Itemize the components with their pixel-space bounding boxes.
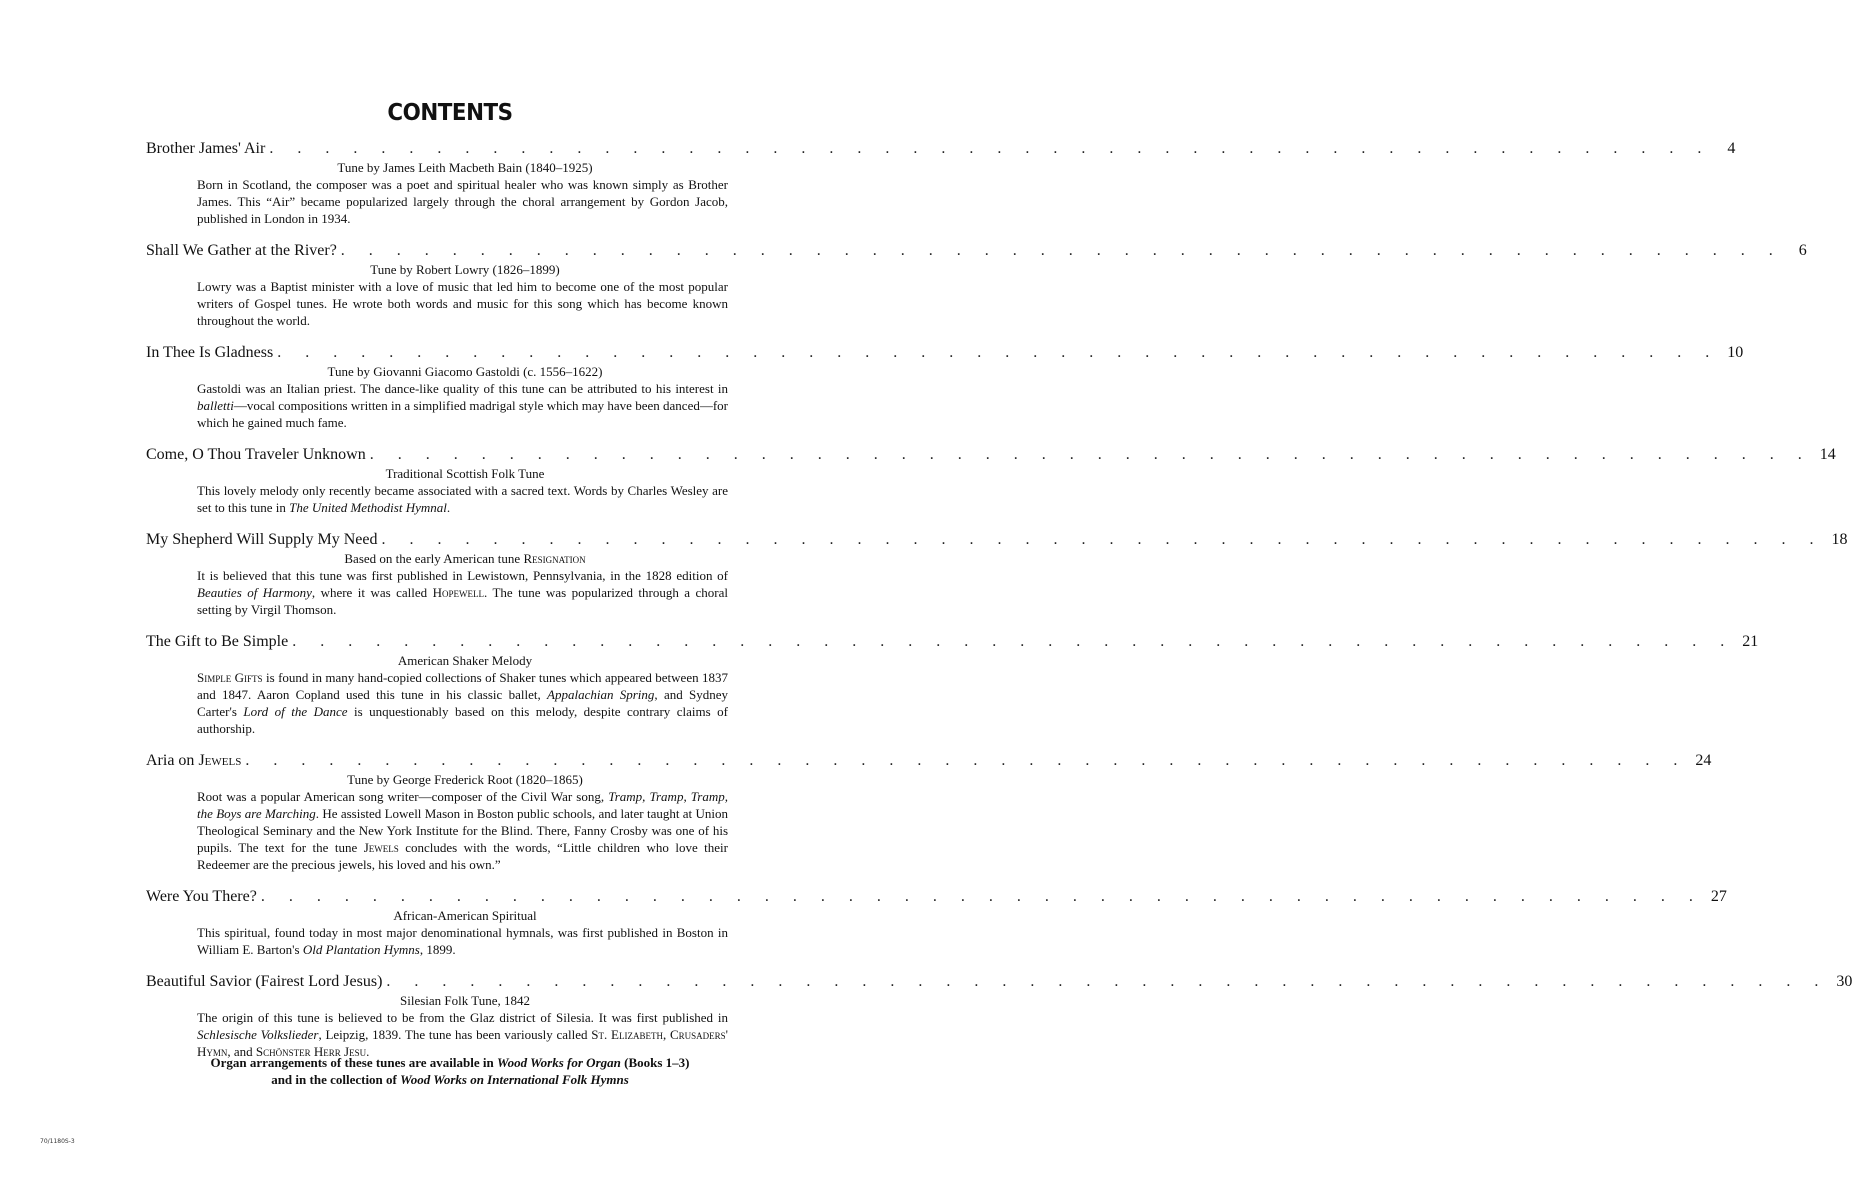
desc-text: and [230,1044,256,1059]
page-title: CONTENTS [387,100,513,126]
footer-italic: Wood Works for Organ [496,1055,621,1070]
contents-entry [146,971,1852,1060]
page-number: 4 [1727,140,1736,157]
entry-heading [146,138,1736,160]
footer-line-1 [146,1054,754,1071]
tune-source: American Shaker Melody [397,653,533,668]
contents-entry [146,342,1744,431]
desc-text: . [366,1044,370,1059]
tune-source: Tune by Giovanni Giacomo Gastoldi (c. 1556–1622) [327,364,603,379]
entry-description: Born in Scotland, the composer was a poet and spiritual healer who was known simply as Brother James. This “Air” became popularized largely through the choral arrangement by Gordon Jacob, published in London in 1934. [197,177,728,226]
footer-italic: Wood Works on International Folk Hymns [400,1072,629,1087]
title-text: Aria on [146,752,199,769]
desc-italic: Lord of the Dance [243,704,348,719]
entry-title: Were You There? [146,888,257,905]
desc-text: The origin of this tune is believed to be from the Glaz district of Silesia. It was first published in [197,1010,728,1025]
entry-title: Come, O Thou Traveler Unknown [146,446,366,463]
tune-source: Tune by George Frederick Root (1820–1865) [347,772,583,787]
desc-italic: balletti [197,398,234,413]
entry-heading [146,631,1759,653]
tune-source: Traditional Scottish Folk Tune [385,466,545,481]
dot-leader: . . . . . . . . . . . . . . . . . . . . . . . . . . . . . . . . . . . . . . . . . . . . . . . . . . . . [340,242,1783,259]
desc-text: This spiritual, found today in most major denominational hymnals, was first published in Boston in William E. Barton's [197,925,728,957]
entry-title: The Gift to Be Simple [146,633,289,650]
desc-italic: Appalachian Spring [547,687,655,702]
desc-italic: Old Plantation Hymns [302,942,420,957]
tune-source: Tune by James Leith Macbeth Bain (1840–1925) [337,160,593,175]
contents-entry [146,444,1836,516]
desc-text: , Leipzig, 1839. The tune has been variously called [318,1027,592,1042]
tune-text: Based on the early American tune [344,551,524,566]
entry-title: Shall We Gather at the River? [146,242,337,259]
desc-text: Root was a popular American song writer—composer of the Civil War song, [197,789,609,804]
tune-source [146,551,754,567]
footer-note [146,1054,754,1088]
desc-text: is unquestionably based on this melody, despite contrary claims of authorship. [197,704,728,736]
tune-source: Silesian Folk Tune, 1842 [399,993,531,1008]
page-number: 27 [1710,888,1727,905]
desc-text: concludes with the words, “Little children who love their Redeemer are the precious jewels, his loved and his own.” [197,840,728,872]
desc-text: is found in many hand-copied collections of Shaker tunes which appeared between 1837 and 1847. Aaron Copland used this tune in his classic ballet, [197,670,729,702]
entry-description [197,788,728,873]
tune-name: Resignation [523,551,586,566]
entry-description [197,924,728,958]
entry-heading [146,750,1712,772]
desc-text: . He assisted Lowell Mason in Boston public schools, and later taught at Union Theological Seminary and the New York Institute for the Blind. There, Fanny Crosby was one of his pupils. The text for the tune [197,806,728,855]
contents-entry [146,240,1807,329]
tune-name: St. Elizabeth, Crusaders' Hymn, [197,1027,728,1059]
page-number: 6 [1798,242,1807,259]
contents-entry [146,631,1759,737]
contents-entry [146,529,1848,618]
entry-description [197,380,728,431]
tune-name: Jewels [198,752,242,769]
dot-leader: . . . . . . . . . . . . . . . . . . . . . . . . . . . . . . . . . . . . . . . . . . . . . . . . . . . . [292,633,1735,650]
page-number: 18 [1831,531,1848,548]
entry-title: Beautiful Savior (Fairest Lord Jesus) [146,973,383,990]
entry-title: In Thee Is Gladness [146,344,274,361]
entry-heading [146,886,1727,908]
tune-name: Simple Gifts [197,670,263,685]
entry-heading [146,342,1744,364]
entry-title: Brother James' Air [146,140,266,157]
desc-text: This lovely melody only recently became associated with a sacred text. Words by Charles Wesley are set to this tune in [197,483,728,515]
footer-text: (Books 1–3) [620,1055,690,1070]
tune-name: Schönster Herr Jesu [255,1044,367,1059]
entry-title: My Shepherd Will Supply My Need [146,531,378,548]
contents-entry [146,138,1736,227]
desc-text: It is believed that this tune was first published in Lewistown, Pennsylvania, in the 1828 edition of [197,568,728,583]
dot-leader: . . . . . . . . . . . . . . . . . . . . . . . . . . . . . . . . . . . . . . . . . . . . . . . . . . . . [245,752,1688,769]
contents-list [146,138,1852,1073]
entry-description [197,1009,728,1060]
entry-heading [146,444,1836,466]
entry-description [197,482,728,516]
page-number: 10 [1727,344,1744,361]
tune-source: Tune by Robert Lowry (1826–1899) [370,262,560,277]
entry-heading [146,240,1807,262]
dot-leader: . . . . . . . . . . . . . . . . . . . . . . . . . . . . . . . . . . . . . . . . . . . . . . . . . . . . [381,531,1824,548]
desc-text: , where it was called [311,585,433,600]
footer-text: Organ arrangements of these tunes are available in [210,1055,497,1070]
desc-italic: Tramp, Tramp, Tramp, the Boys are Marching [197,789,728,821]
contents-entry [146,886,1727,958]
desc-italic: Beauties of Harmony [197,585,312,600]
entry-title [146,750,241,772]
desc-text: , 1899. [419,942,456,957]
desc-italic: The United Methodist Hymnal [289,500,447,515]
tune-name: Jewels [363,840,399,855]
footer-text: and in the collection of [271,1072,401,1087]
page-number: 30 [1836,973,1852,990]
desc-text: Gastoldi was an Italian priest. The dance-like quality of this tune can be attributed to his interest in [197,381,728,396]
entry-heading [146,529,1848,551]
contents-entry [146,750,1712,873]
desc-text: . [446,500,451,515]
dot-leader: . . . . . . . . . . . . . . . . . . . . . . . . . . . . . . . . . . . . . . . . . . . . . . . . . . . . [277,344,1720,361]
page-number: 14 [1819,446,1836,463]
entry-heading [146,971,1852,993]
page-number: 21 [1742,633,1759,650]
page-number: 24 [1695,752,1712,769]
tune-source: African-American Spiritual [393,908,537,923]
dot-leader: . . . . . . . . . . . . . . . . . . . . . . . . . . . . . . . . . . . . . . . . . . . . . . . . . . . . [269,140,1712,157]
entry-description: Lowry was a Baptist minister with a love of music that led him to become one of the most popular writers of Gospel tunes. He wrote both words and music for this song which has become known throughout the world. [197,279,728,328]
desc-text: —vocal compositions written in a simplified madrigal style which may have been danced—for which he gained much fame. [197,398,728,430]
desc-text: . The tune was popularized through a choral setting by Virgil Thomson. [197,585,728,617]
tune-name: Hopewell [432,585,484,600]
catalog-code: 70/1180S-3 [40,1138,75,1145]
dot-leader: . . . . . . . . . . . . . . . . . . . . . . . . . . . . . . . . . . . . . . . . . . . . . . . . . . . . [386,973,1829,990]
dot-leader: . . . . . . . . . . . . . . . . . . . . . . . . . . . . . . . . . . . . . . . . . . . . . . . . . . . . [260,888,1703,905]
entry-description [197,567,728,618]
desc-italic: Schlesische Volkslieder [197,1027,319,1042]
dot-leader: . . . . . . . . . . . . . . . . . . . . . . . . . . . . . . . . . . . . . . . . . . . . . . . . . . . . [369,446,1812,463]
desc-text: , and Sydney Carter's [197,687,728,719]
entry-description [197,669,728,737]
footer-line-2 [146,1071,754,1088]
